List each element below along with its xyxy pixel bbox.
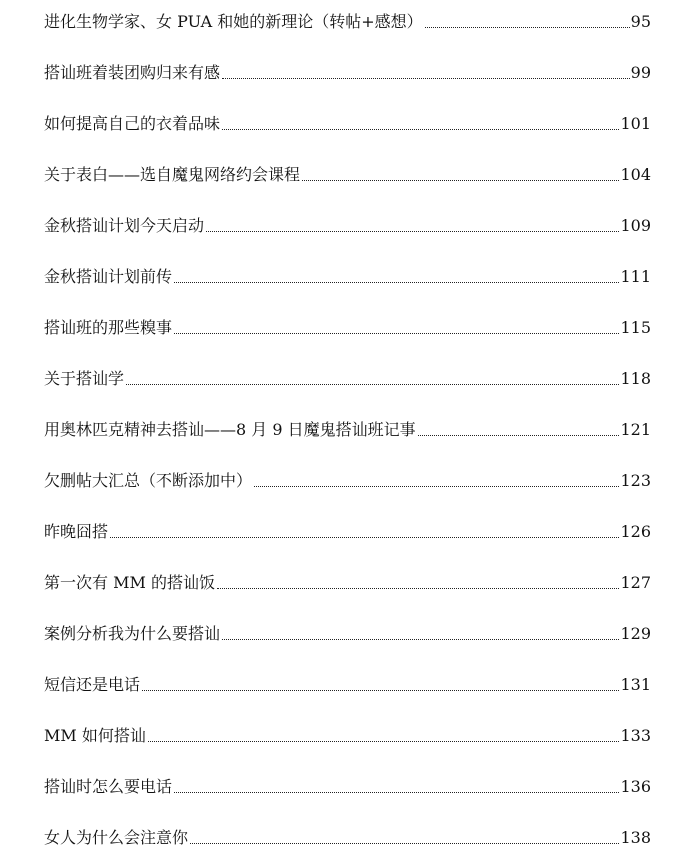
toc-dot-leader xyxy=(425,26,630,28)
toc-dot-leader xyxy=(222,77,630,79)
toc-dot-leader xyxy=(418,434,620,436)
toc-dot-leader xyxy=(148,740,620,742)
toc-page-number[interactable]: 138 xyxy=(620,828,651,847)
toc-page-number[interactable]: 115 xyxy=(620,318,651,337)
toc-entry-title[interactable]: MM 如何搭讪 xyxy=(44,726,146,745)
toc-dot-leader xyxy=(190,842,619,844)
toc-entry-title[interactable]: 如何提高自己的衣着品味 xyxy=(44,114,221,133)
toc-entry[interactable] xyxy=(44,669,651,695)
toc-page-number[interactable]: 111 xyxy=(620,267,651,286)
toc-entry[interactable] xyxy=(44,822,651,848)
toc-entry[interactable] xyxy=(44,210,651,236)
toc-dot-leader xyxy=(222,128,619,130)
toc-page-number[interactable]: 126 xyxy=(620,522,651,541)
toc-entry[interactable] xyxy=(44,618,651,644)
toc-entry[interactable] xyxy=(44,108,651,134)
toc-entry-title[interactable]: 进化生物学家、女 PUA 和她的新理论（转帖+感想） xyxy=(44,12,423,31)
toc-entry-title[interactable]: 金秋搭讪计划今天启动 xyxy=(44,216,205,235)
toc-entry[interactable] xyxy=(44,414,651,440)
toc-entry-title[interactable]: 短信还是电话 xyxy=(44,675,141,694)
toc-dot-leader xyxy=(217,587,620,589)
toc-page-number[interactable]: 101 xyxy=(620,114,651,133)
toc-page-number[interactable]: 133 xyxy=(620,726,651,745)
toc-page-number[interactable]: 99 xyxy=(630,63,651,82)
toc-dot-leader xyxy=(174,332,619,334)
toc-entry[interactable] xyxy=(44,771,651,797)
toc-entry-title[interactable]: 案例分析我为什么要搭讪 xyxy=(44,624,221,643)
toc-entry-title[interactable]: 搭讪班着装团购归来有感 xyxy=(44,63,221,82)
toc-entry-title[interactable]: 金秋搭讪计划前传 xyxy=(44,267,173,286)
toc-entry[interactable] xyxy=(44,516,651,542)
toc-entry-title[interactable]: 女人为什么会注意你 xyxy=(44,828,189,847)
toc-entry[interactable] xyxy=(44,363,651,389)
toc-entry-title[interactable]: 欠删帖大汇总（不断添加中） xyxy=(44,471,253,490)
toc-entry-title[interactable]: 搭讪班的那些糗事 xyxy=(44,318,173,337)
toc-page-number[interactable]: 104 xyxy=(620,165,651,184)
toc-dot-leader xyxy=(206,230,619,232)
toc-dot-leader xyxy=(254,485,619,487)
toc-page-number[interactable]: 123 xyxy=(620,471,651,490)
toc-entry-title[interactable]: 搭讪时怎么要电话 xyxy=(44,777,173,796)
toc-entry-title[interactable]: 用奥林匹克精神去搭讪——8 月 9 日魔鬼搭讪班记事 xyxy=(44,420,416,439)
toc-dot-leader xyxy=(126,383,619,385)
toc-page-number[interactable]: 127 xyxy=(620,573,651,592)
toc-entry[interactable] xyxy=(44,6,651,32)
toc-page-number[interactable]: 131 xyxy=(620,675,651,694)
toc-entry[interactable] xyxy=(44,567,651,593)
toc-dot-leader xyxy=(142,689,619,691)
toc-page-number[interactable]: 121 xyxy=(620,420,651,439)
toc-dot-leader xyxy=(174,281,619,283)
toc-entry[interactable] xyxy=(44,159,651,185)
toc-entry-title[interactable]: 第一次有 MM 的搭讪饭 xyxy=(44,573,215,592)
toc-entry[interactable] xyxy=(44,312,651,338)
toc-entry[interactable] xyxy=(44,261,651,287)
toc-page-number[interactable]: 95 xyxy=(630,12,651,31)
toc-entry-title[interactable]: 关于搭讪学 xyxy=(44,369,125,388)
toc-page-number[interactable]: 129 xyxy=(620,624,651,643)
toc-dot-leader xyxy=(302,179,619,181)
toc-entry[interactable] xyxy=(44,720,651,746)
toc-dot-leader xyxy=(110,536,619,538)
toc-entry-title[interactable]: 关于表白——选自魔鬼网络约会课程 xyxy=(44,165,301,184)
toc-dot-leader xyxy=(222,638,619,640)
toc-entry[interactable] xyxy=(44,465,651,491)
toc-page-number[interactable]: 109 xyxy=(620,216,651,235)
toc-entry[interactable] xyxy=(44,57,651,83)
toc-dot-leader xyxy=(174,791,619,793)
toc-page-number[interactable]: 118 xyxy=(620,369,651,388)
toc-page-number[interactable]: 136 xyxy=(620,777,651,796)
toc-entry-title[interactable]: 昨晚囧搭 xyxy=(44,522,109,541)
